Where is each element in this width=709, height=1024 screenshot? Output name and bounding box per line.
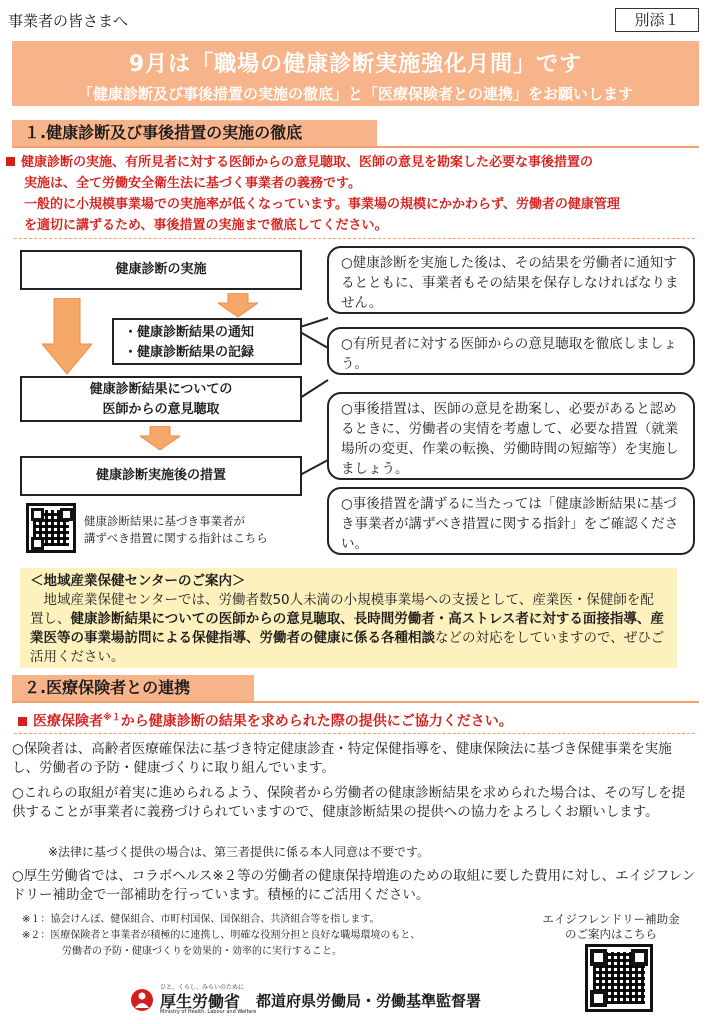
subsidy-para: ○厚生労働省では、コラボヘルス※２等の労働者の健康保持増進のための取組に要した費用に対し、エイジフレンドリー補助金で一部補助を行っています。積極的にご活用ください。 [12, 868, 696, 903]
connector-lines [300, 250, 330, 500]
center-info-title: ＜地域産業保健センターのご案内＞ [30, 573, 246, 589]
provider-request [12, 710, 513, 731]
section2-underline [12, 701, 699, 703]
qr-caption-line: 講ずべき措置に関する指針はこちら [84, 531, 268, 545]
subsidy-qr-code[interactable] [585, 944, 653, 1012]
flow-step-exam: 健康診断の実施 [20, 250, 302, 290]
center-info-body [30, 591, 667, 667]
request-text: 医療保険者 [33, 713, 103, 730]
page-subtitle: 「健康診断及び事後措置の実施の徹底」と「医療保険者との連携」をお願いします [77, 85, 633, 103]
ministry-tagline: ひと、くらし、みらいのために [160, 984, 245, 991]
subsidy-qr-caption [526, 912, 696, 942]
flow-step-notify-line: ・健康診断結果の記録 [124, 345, 255, 360]
intro-line: 実施は、全て労働安全衛生法に基づく事業者の義務です。 [24, 176, 361, 191]
footnote-2-cont: 労働者の予防・健康づくりを効果的・効率的に実行すること。 [62, 946, 342, 957]
ministry-name: 厚生労働省 [160, 992, 241, 1011]
center-info-bold-text: 健康診断結果についての医師からの意見聴取、長時間労働者・高ストレス者に対する面接指導、産業医等の事業場訪問による保健指導、労働者の健康に係る各種相談 [30, 611, 664, 646]
flow-step-opinion-line: 医師からの意見聴取 [102, 402, 220, 417]
down-arrow-icon [140, 426, 180, 450]
note-bubble: ○事後措置を講ずるに当たっては「健康診断結果に基づき事業者が講ずべき措置に関する指針」をご確認ください。 [327, 487, 695, 555]
flow-step-notify-line: ・健康診断結果の通知 [124, 325, 255, 340]
section2-heading: ２.医療保険者との連携 [12, 675, 254, 701]
red-square-icon [6, 157, 15, 166]
ministry-english: Ministry of Health, Labour and Welfare [160, 1009, 257, 1015]
intro-line: 健康診断の実施、有所見者に対する医師からの意見聴取、医師の意見を勘案した必要な事後措置の [21, 155, 594, 170]
footnote-2: ※２：医療保険者と事業者が積極的に連携し、明確な役割分担と良好な職場環境のもと、 [22, 930, 421, 941]
footer [130, 982, 490, 1020]
qr-caption [84, 513, 268, 547]
title-banner [12, 41, 699, 106]
bureau-name: 都道府県労働局・労働基準監督署 [256, 992, 482, 1010]
insurer-para: ○保険者は、高齢者医療確保法に基づき特定健康診査・特定保健指導を、健康保険法に基づき保健事業を実施し、労働者の予防・健康づくりに取り組んでいます。 [12, 741, 672, 776]
note-bubble: ○健康診断を実施した後は、その結果を労働者に通知するとともに、事業者もその結果を保存しなければなりません。 [327, 246, 695, 314]
request-text: から健康診断の結果を求められた際の提供にご協力ください。 [120, 713, 513, 730]
intro-line: を適切に講ずるため、事後措置の実施まで徹底してください。 [24, 218, 388, 233]
down-arrow-icon [42, 298, 92, 376]
flow-step-notify [112, 318, 302, 365]
page-title: 9月は「職場の健康診断実施強化月間」です [128, 52, 583, 77]
dashed-divider [14, 733, 695, 734]
flow-step-measures: 健康診断実施後の措置 [20, 456, 302, 496]
dashed-divider [14, 238, 695, 239]
section1-underline [12, 146, 699, 148]
ministry-logo-icon [130, 988, 154, 1012]
center-info-panel [20, 568, 677, 668]
audience-label: 事業者の皆さまへ [8, 12, 129, 30]
flow-step-opinion-line: 健康診断結果についての [89, 382, 233, 397]
annex-label: 別添１ [615, 8, 699, 32]
subsidy-qr-caption-line: のご案内はこちら [565, 927, 657, 941]
section1-heading: １.健康診断及び事後措置の実施の徹底 [12, 120, 377, 146]
qr-caption-line: 健康診断結果に基づき事業者が [84, 514, 245, 528]
note-bubble: ○事後措置は、医師の意見を勘案し、必要があると認めるときに、労働者の実情を考慮して、必要な措置（就業場所の変更、作業の転換、労働時間の短縮等）を実施しましょう。 [327, 392, 695, 480]
flow-step-opinion [20, 376, 302, 422]
footnote-1: ※１：協会けんぽ、健保組合、市町村国保、国保組合、共済組合等を指します。 [22, 914, 380, 925]
consent-note: ※法律に基づく提供の場合は、第三者提供に係る本人同意は不要です。 [48, 845, 430, 859]
down-arrow-icon [218, 293, 258, 317]
section1-intro [6, 152, 704, 236]
guideline-qr-code[interactable] [26, 503, 76, 553]
red-square-icon [18, 717, 27, 726]
subsidy-qr-caption-line: エイジフレンドリー補助金 [542, 912, 680, 926]
footnotes [22, 912, 512, 960]
center-info-text: 地域産業保健センターでは、労働者数50人未満の小規模事業場への支援として、産業医・保健師を配置し、 [30, 592, 654, 627]
intro-line: 一般的に小規模事業場での実施率が低くなっています。事業場の規模にかかわらず、労働者の健康管理 [24, 197, 620, 212]
obligation-para: ○これらの取組が着実に進められるよう、保険者から労働者の健康診断結果を求められた場合は、その写しを提供することが事業者に義務づけられていますので、健康診断結果の提供への協力をよろしくお願いします。 [12, 785, 686, 820]
note-bubble: ○有所見者に対する医師からの意見聴取を徹底しましょう。 [327, 327, 695, 375]
request-footnote-mark: ※１ [103, 713, 121, 723]
center-info-text: などの対応をしていますので、ぜひご活用ください。 [30, 630, 665, 665]
